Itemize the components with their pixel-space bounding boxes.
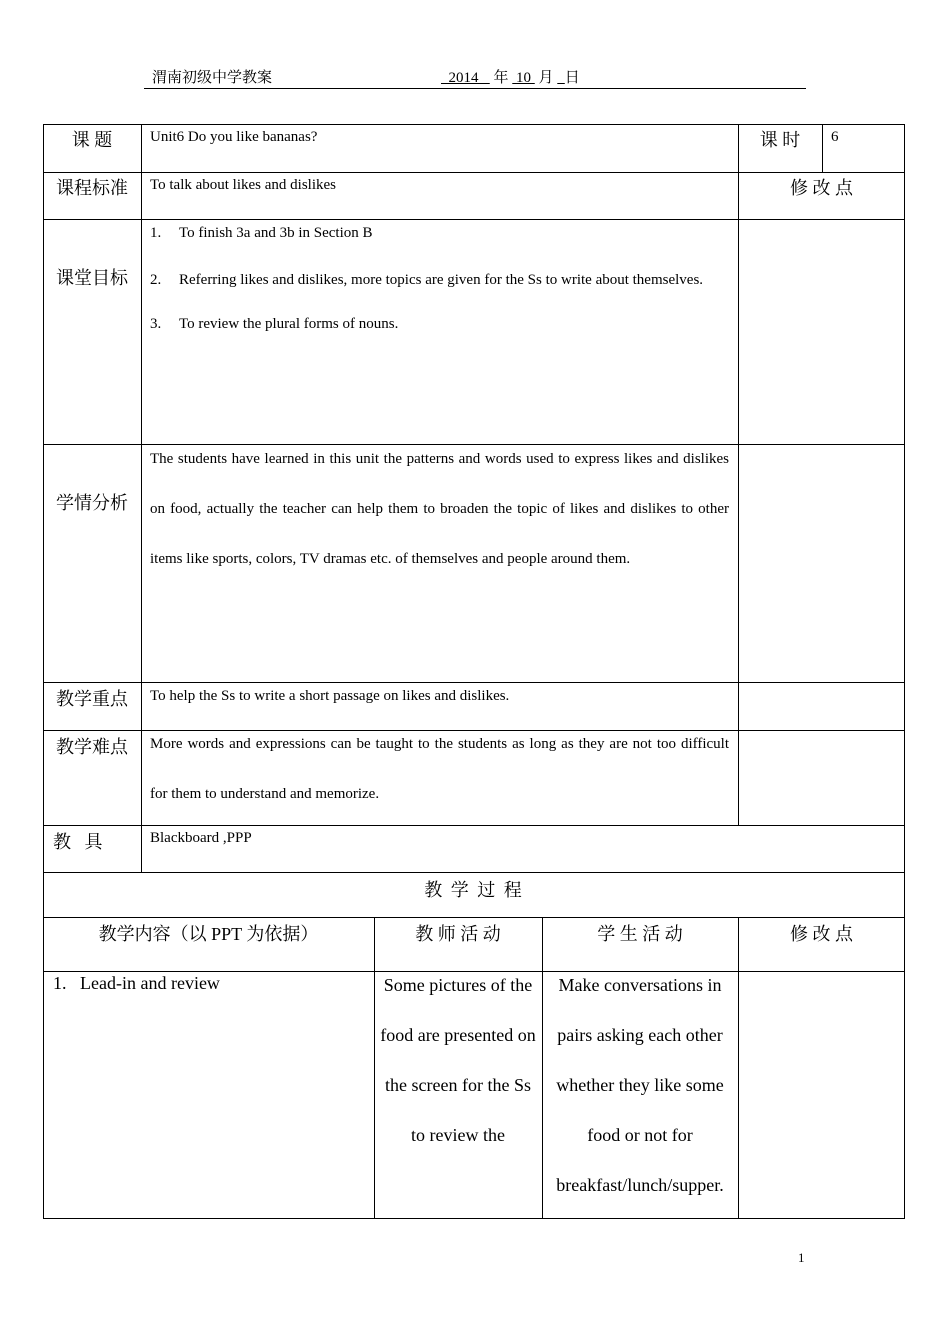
col-content-header: 教学内容（以 PPT 为依据） (98, 924, 319, 944)
goal-item: 1. To finish 3a and 3b in Section B (150, 225, 373, 241)
date-day-unit: 日 (564, 70, 580, 86)
step-1-teacher: Some pictures of the food are presented on the screen for the Ss to review the (380, 975, 536, 1145)
step-1-content (53, 973, 371, 994)
date-month-unit: 月 (538, 70, 554, 86)
step-1-student: Make conversations in pairs asking each other whether they like some food or not for breakfast/lunch/supper. (556, 975, 724, 1195)
analysis-label: 学情分析 (56, 493, 128, 513)
goal-item: 3. To review the plural forms of nouns. (150, 316, 399, 332)
revise-label-top: 修 改 点 (790, 178, 853, 198)
standard-value: To talk about likes and dislikes (150, 177, 337, 193)
analysis-value: The students have learned in this unit the patterns and words used to express likes and dislikes on food, actually the teacher can help them to broaden the topic of likes and dislikes to other items like sports, colors, TV dramas etc. of themselves and people around them. (150, 451, 729, 567)
col-teacher-header: 教 师 活 动 (415, 924, 501, 944)
col-student-header: 学 生 活 动 (597, 924, 683, 944)
step-1-number: 1. (53, 973, 67, 993)
goals-label: 课堂目标 (56, 268, 128, 288)
date-year-unit: 年 (493, 70, 509, 86)
topic-label: 课 题 (71, 130, 113, 150)
key-value: To help the Ss to write a short passage on likes and dislikes. (150, 688, 510, 704)
tools-value: Blackboard ,PPP (150, 830, 252, 846)
difficult-value: More words and expressions can be taught to the students as long as they are not too difficult for them to understand and memorize. (150, 736, 729, 802)
standard-label: 课程标准 (56, 178, 128, 198)
page-number: 1 (798, 1250, 805, 1265)
tools-label: 教 具 (53, 832, 103, 852)
step-1-title: Lead-in and review (80, 973, 220, 993)
period-value: 6 (831, 129, 839, 145)
date-month: 10 (516, 70, 532, 86)
period-label: 课 时 (759, 130, 801, 150)
school-name: 渭南初级中学教案 (152, 70, 273, 86)
topic-value: Unit6 Do you like bananas? (150, 129, 318, 145)
process-title: 教 学 过 程 (424, 880, 524, 900)
page-header (144, 66, 806, 89)
col-revise-header: 修 改 点 (790, 924, 853, 944)
date-year: 2014 (448, 70, 479, 86)
difficult-label: 教学难点 (56, 737, 128, 757)
goal-item: 2. Referring likes and dislikes, more topics are given for the Ss to write about themselves. (150, 272, 704, 288)
date-line (441, 66, 580, 87)
goals-list (150, 224, 729, 349)
key-label: 教学重点 (56, 689, 128, 709)
